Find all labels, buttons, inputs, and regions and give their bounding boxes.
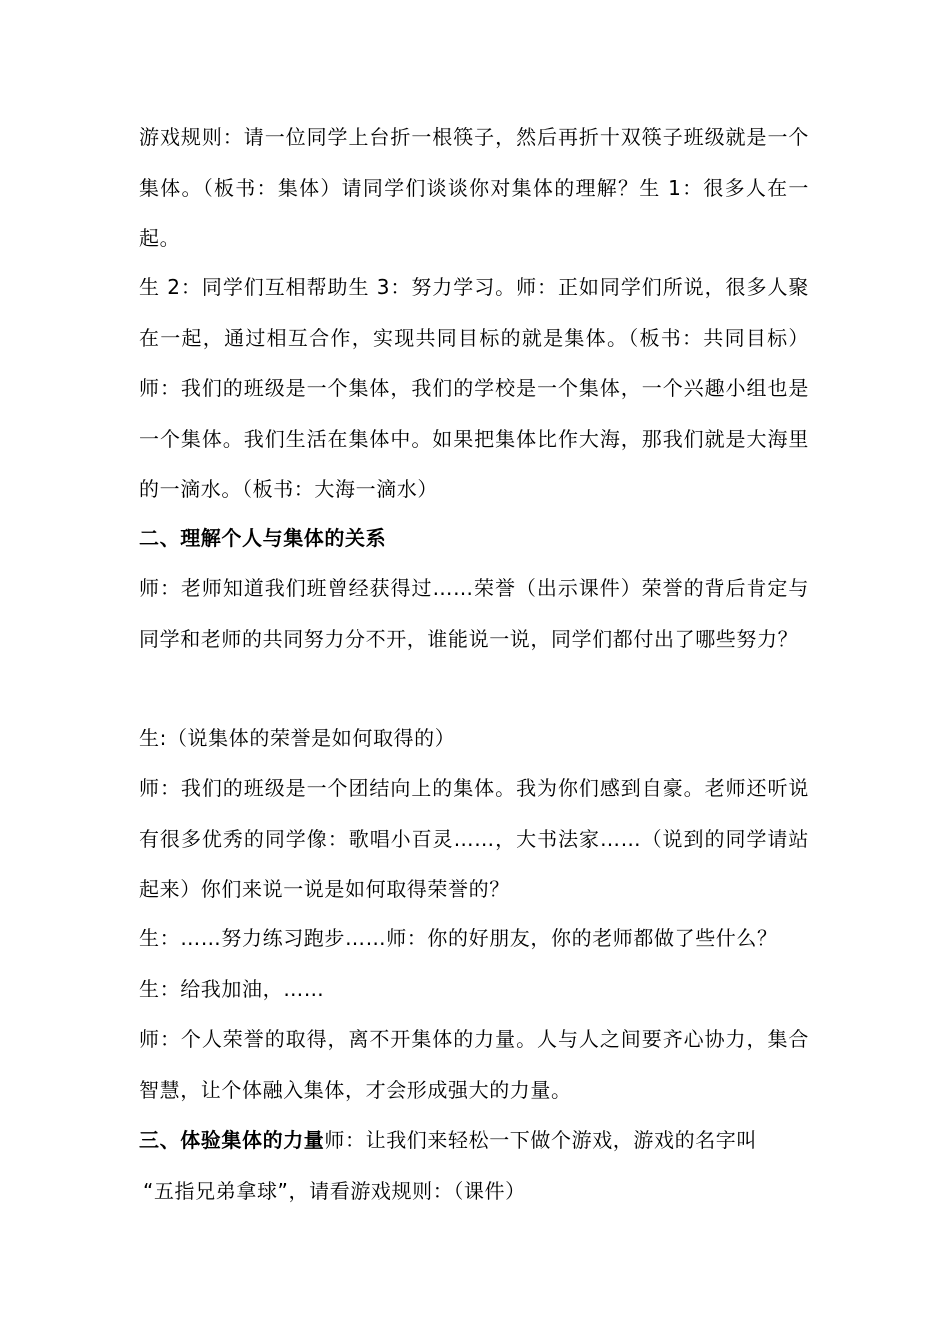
paragraph-collective-definition: 生 2：同学们互相帮助生 3：努力学习。师：正如同学们所说，很多人聚在一起，通过相互合作，实现共同目标的就是集体。（板书：共同目标）师：我们的班级是一个集体，我们的学校是一个集体，一个兴趣小组也是一个集体。我们生活在集体中。如果把集体比作大海，那我们就是大海里的一滴水。（板书：大海一滴水） <box>139 275 809 501</box>
paragraph-teacher-proud: 师：我们的班级是一个团结向上的集体。我为你们感到自豪。老师还听说有很多优秀的同学像：歌唱小百灵……，大书法家……（说到的同学请站起来）你们来说一说是如何取得荣誉的？ <box>139 776 809 901</box>
section-heading-3: 三、体验集体的力量 <box>139 1128 325 1152</box>
paragraph-student-reply-1: 生:（说集体的荣誉是如何取得的） <box>139 726 456 750</box>
paragraph-teacher-summary: 师：个人荣誉的取得，离不开集体的力量。人与人之间要齐心协力，集合智慧，让个体融入集体，才会形成强大的力量。 <box>139 1027 809 1102</box>
paragraph-section-3 <box>139 1115 809 1216</box>
paragraph-student-reply-2: 生：……努力练习跑步……师：你的好朋友，你的老师都做了些什么？ <box>139 926 778 950</box>
section-3-text-line2: “五指兄弟拿球”，请看游戏规则：（课件） <box>143 1178 526 1203</box>
paragraph-class-honor: 师：老师知道我们班曾经获得过……荣誉（出示课件）荣誉的背后肯定与同学和老师的共同努力分不开，谁能说一说，同学们都付出了哪些努力？ <box>139 576 809 651</box>
section-3-text: 师：让我们来轻松一下做个游戏，游戏的名字叫 <box>324 1128 758 1152</box>
paragraph-student-reply-3: 生：给我加油，…… <box>139 977 325 1001</box>
section-heading-2: 二、理解个人与集体的关系 <box>139 526 387 550</box>
paragraph-game-rules: 游戏规则：请一位同学上台折一根筷子，然后再折十双筷子班级就是一个集体。（板书：集体）请同学们谈谈你对集体的理解？生 1：很多人在一起。 <box>139 125 809 250</box>
